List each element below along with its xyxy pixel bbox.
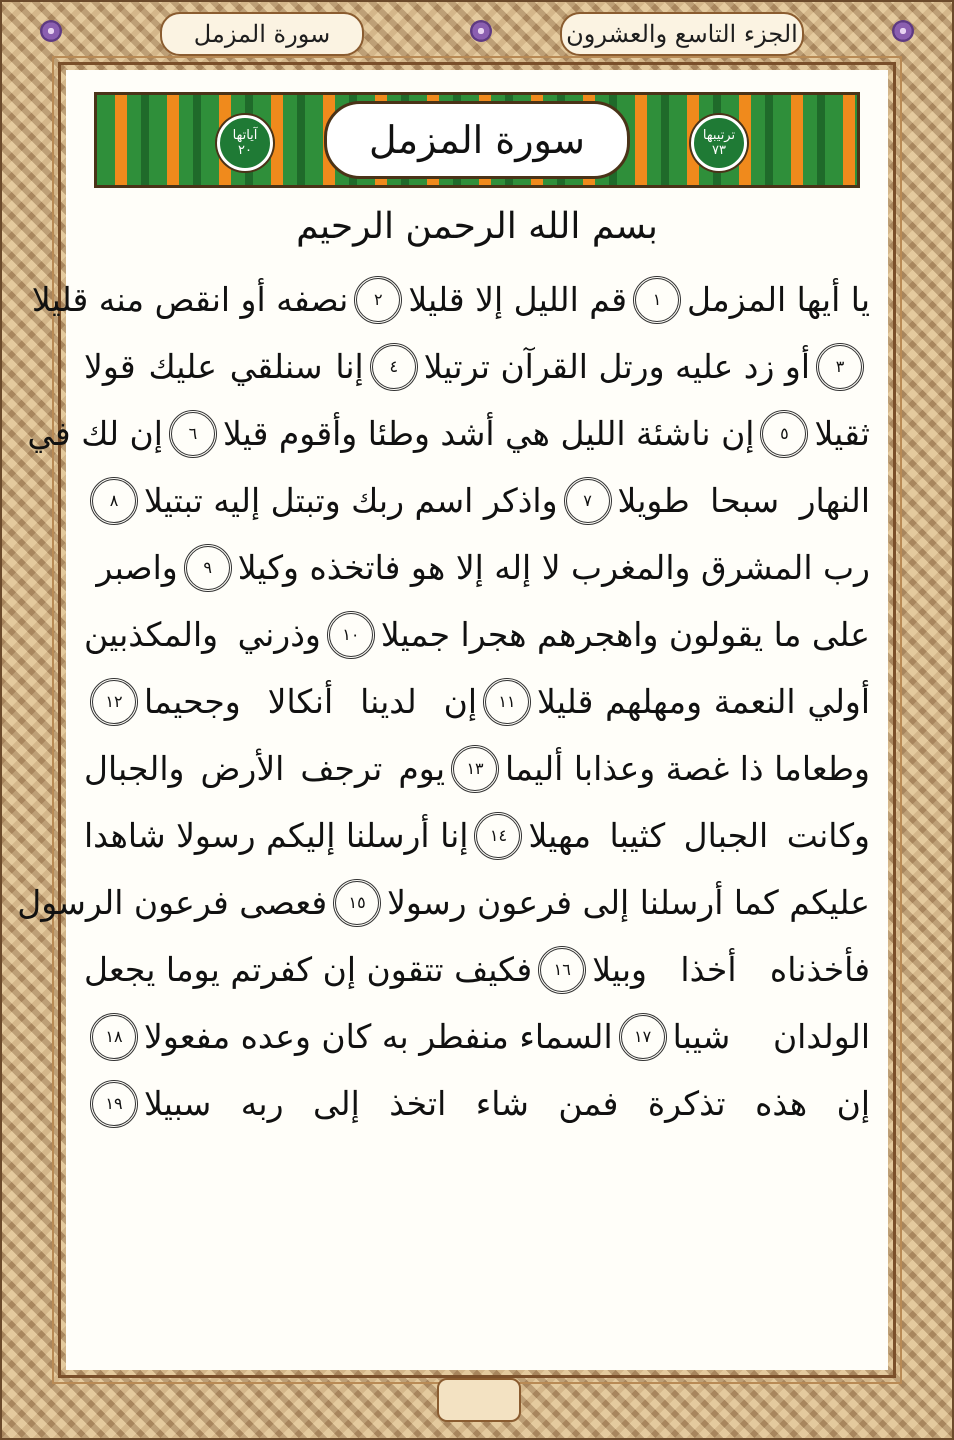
verse-text: وذرني والمكذبين (84, 615, 321, 654)
verse-line (84, 601, 870, 668)
ayah-number-marker: ٩ (184, 544, 232, 592)
verse-text: فعصى فرعون الرسول (17, 883, 328, 922)
verse-text: الولدان شيبا (672, 1017, 870, 1056)
ayah-number-marker: ١٨ (90, 1013, 138, 1061)
page-number-tab (437, 1378, 521, 1422)
verse-text: قم الليل إلا قليلا (408, 280, 627, 319)
ayah-number-marker: ٤ (370, 343, 418, 391)
verse-text: فأخذناه أخذا وبيلا (592, 950, 870, 989)
page-content (17, 70, 888, 1370)
verse-line (84, 1003, 870, 1070)
medallion-value: ٧٣ (712, 143, 726, 158)
basmala: بسم الله الرحمن الرحيم (296, 206, 658, 247)
ayah-number-marker: ١٠ (327, 611, 375, 659)
verse-line (27, 400, 870, 467)
verse-text: إنا سنلقي عليك قولا (84, 347, 364, 386)
verse-text: فكيف تتقون إن كفرتم يوما يجعل (84, 950, 533, 989)
verse-text: رب المشرق والمغرب لا إله إلا هو فاتخذه وكيلا (237, 548, 870, 587)
ayah-number-marker: ٧ (564, 477, 612, 525)
verse-text: نصفه أو انقص منه قليلا (31, 280, 349, 319)
verse-text: إنا أرسلنا إليكم رسولا شاهدا (84, 816, 469, 855)
ayah-number-marker: ٦ (169, 410, 217, 458)
ayah-number-marker: ١٥ (333, 879, 381, 927)
ayah-number-marker: ١٢ (90, 678, 138, 726)
surah-title: سورة المزمل (324, 101, 630, 179)
medallion-value: ٢٠ (238, 143, 252, 158)
verse-count-medallion (217, 115, 273, 171)
verse-text: واصبر (96, 548, 178, 587)
surah-order-medallion (691, 115, 747, 171)
flower-ornament-icon (40, 20, 62, 42)
ayah-number-marker: ١ (633, 276, 681, 324)
verse-lines (17, 266, 870, 1137)
ayah-number-marker: ٣ (816, 343, 864, 391)
verse-text: إن لك في (27, 414, 163, 453)
juz-label: الجزء التاسع والعشرون (560, 12, 804, 56)
ayah-number-marker: ١٩ (90, 1080, 138, 1128)
verse-text: إن ناشئة الليل هي أشد وطئا وأقوم قيلا (222, 414, 755, 453)
ayah-number-marker: ١٤ (474, 812, 522, 860)
flower-ornament-icon (470, 20, 492, 42)
verse-line (31, 266, 870, 333)
verse-text: إن هذه تذكرة فمن شاء اتخذ إلى ربه سبيلا (144, 1084, 870, 1123)
surah-banner (94, 92, 860, 188)
verse-text: ثقيلا (814, 414, 870, 453)
verse-line (84, 802, 870, 869)
ayah-number-marker: ١٧ (619, 1013, 667, 1061)
verse-line (84, 467, 870, 534)
verse-line (84, 668, 870, 735)
ayah-number-marker: ١٦ (538, 946, 586, 994)
medallion-label: ترتيبها (702, 128, 736, 143)
ayah-number-marker: ١٣ (451, 745, 499, 793)
verse-text: وكانت الجبال كثيبا مهيلا (528, 816, 870, 855)
ayah-number-marker: ٢ (354, 276, 402, 324)
verse-text: وطعاما ذا غصة وعذابا أليما (505, 749, 870, 788)
verse-text: واذكر اسم ربك وتبتل إليه تبتيلا (144, 481, 558, 520)
ayah-number-marker: ٥ (760, 410, 808, 458)
verse-text: السماء منفطر به كان وعده مفعولا (144, 1017, 613, 1056)
verse-text: يوم ترجف الأرض والجبال (84, 749, 446, 788)
ayah-number-marker: ٨ (90, 477, 138, 525)
surah-name-label: سورة المزمل (160, 12, 364, 56)
verse-text: عليكم كما أرسلنا إلى فرعون رسولا (387, 883, 870, 922)
verse-line (17, 869, 870, 936)
verse-line (84, 534, 870, 601)
verse-text: على ما يقولون واهجرهم هجرا جميلا (380, 615, 870, 654)
verse-text: يا أيها المزمل (686, 280, 870, 319)
flower-ornament-icon (892, 20, 914, 42)
verse-line (84, 735, 870, 802)
page-header (0, 0, 954, 62)
verse-text: أولي النعمة ومهلهم قليلا (537, 682, 870, 721)
verse-text: النهار سبحا طويلا (617, 481, 870, 520)
verse-line (84, 936, 870, 1003)
ayah-number-marker: ١١ (483, 678, 531, 726)
verse-line (84, 333, 870, 400)
verse-line (84, 1070, 870, 1137)
medallion-label: آياتها (232, 128, 258, 143)
verse-text: أو زد عليه ورتل القرآن ترتيلا (423, 347, 810, 386)
verse-text: إن لدينا أنكالا وجحيما (144, 682, 477, 721)
